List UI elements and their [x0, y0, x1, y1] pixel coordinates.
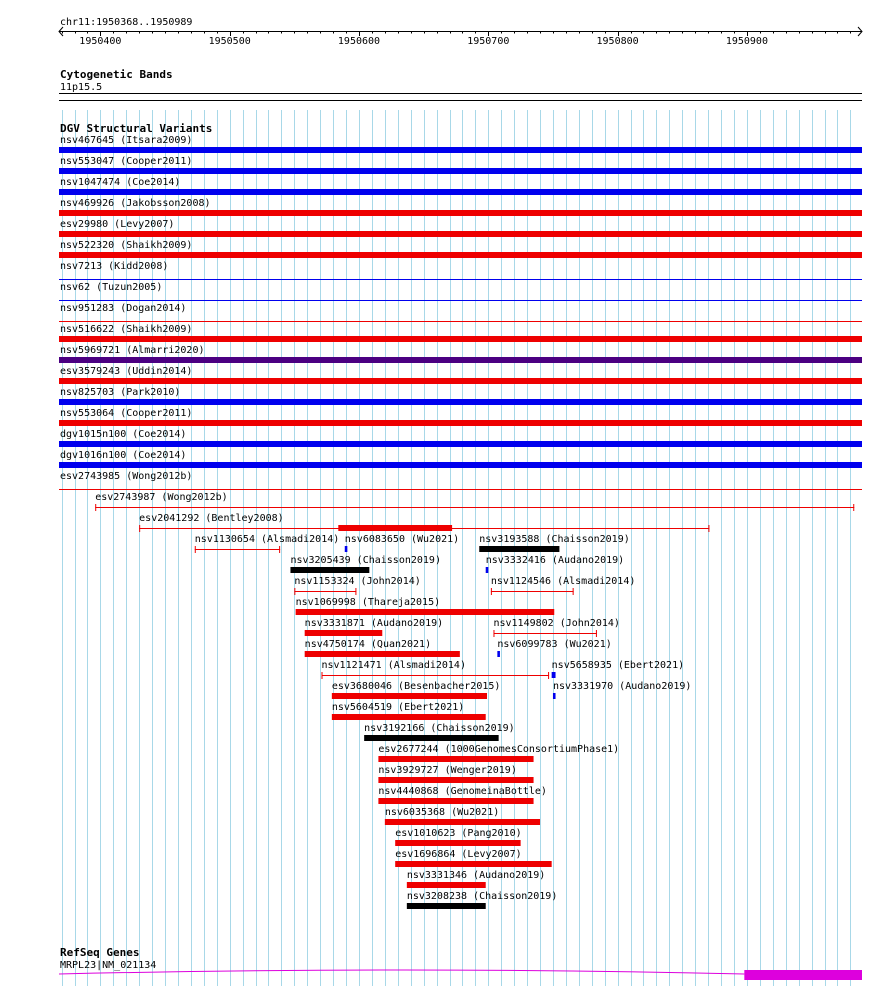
variant-label: esv2743985 (Wong2012b) [60, 471, 193, 482]
variant-bar [59, 399, 862, 405]
variant-bar [407, 882, 486, 888]
variant-label: nsv3331871 (Audano2019) [304, 618, 444, 629]
gene-model-mrpl23[interactable] [59, 970, 862, 980]
variant-label: nsv1124546 (Alsmadi2014) [490, 576, 636, 587]
variant-label: nsv516622 (Shaikh2009) [60, 324, 193, 335]
variant-label: nsv951283 (Dogan2014) [60, 303, 187, 314]
variant-label: nsv5604519 (Ebert2021) [331, 702, 465, 713]
refseq-track-title: RefSeq Genes [60, 946, 140, 959]
cytoband-track-title: Cytogenetic Bands [60, 68, 173, 81]
variant-label: esv1696864 (Levy2007) [395, 849, 522, 860]
gene-intron [59, 970, 744, 974]
variant-label: nsv3205439 (Chaisson2019) [290, 555, 441, 566]
variant-bar [552, 672, 556, 678]
variant-label: nsv553064 (Cooper2011) [60, 408, 193, 419]
variant-bar [59, 378, 862, 384]
dgv-track[interactable] [59, 122, 862, 909]
cytoband-line-bottom [59, 100, 862, 101]
variant-label: nsv3192166 (Chaisson2019) [364, 723, 515, 734]
variant-label: nsv1047474 (Coe2014) [60, 177, 181, 188]
variant-bar [407, 903, 486, 909]
variant-bar [305, 651, 460, 657]
variant-label: esv29980 (Levy2007) [60, 219, 175, 230]
variant-label: esv3680046 (Besenbacher2015) [331, 681, 501, 692]
variant-bar [395, 840, 520, 846]
variant-bar [395, 861, 551, 867]
variant-block [338, 525, 452, 531]
variant-label: esv2677244 (1000GenomesConsortiumPhase1) [378, 744, 620, 755]
dgv-track-title: DGV Structural Variants [60, 122, 213, 135]
variant-bar [385, 819, 540, 825]
variant-bar [59, 441, 862, 447]
variant-label: nsv1153324 (John2014) [294, 576, 421, 587]
dgv-full-width-variants [59, 135, 862, 490]
ruler-track[interactable] [59, 17, 862, 47]
ruler-tick-label: 1950500 [208, 36, 251, 47]
ruler-ticks [59, 27, 862, 47]
variant-line [59, 300, 862, 301]
variant-line [59, 321, 862, 322]
variant-label: esv3579243 (Uddin2014) [60, 366, 193, 377]
variant-label: esv2743987 (Wong2012b) [95, 492, 228, 503]
variant-bar [59, 231, 862, 237]
variant-bar [364, 735, 498, 741]
region-label: chr11:1950368..1950989 [60, 17, 193, 28]
variant-bar [59, 252, 862, 258]
variant-label: nsv5658935 (Ebert2021) [551, 660, 685, 671]
variant-label: nsv1149802 (John2014) [493, 618, 620, 629]
variant-label: nsv3331346 (Audano2019) [406, 870, 546, 881]
variant-bar [486, 567, 489, 573]
variant-label: nsv1130654 (Alsmadi2014) [194, 534, 340, 545]
variant-bar [59, 210, 862, 216]
refseq-track[interactable] [59, 946, 862, 980]
variant-line [59, 279, 862, 280]
variant-label: nsv4750174 (Quan2021) [304, 639, 432, 650]
variant-label: nsv3929727 (Wenger2019) [378, 765, 517, 776]
variant-bar [59, 147, 862, 153]
gene-exon [744, 970, 862, 980]
ruler-tick-label: 1950900 [725, 36, 768, 47]
variant-bar [378, 777, 533, 783]
variant-label: esv2041292 (Bentley2008) [139, 513, 284, 524]
cytoband-label: 11p15.5 [60, 82, 103, 93]
variant-bar [479, 546, 559, 552]
variant-bar [59, 336, 862, 342]
variant-label: nsv553047 (Cooper2011) [60, 156, 193, 167]
cytoband-line-top [59, 93, 862, 94]
variant-line [59, 489, 862, 490]
variant-bar [59, 462, 862, 468]
variant-label: nsv62 (Tuzun2005) [60, 282, 163, 293]
variant-bar [59, 189, 862, 195]
variant-label: esv1010623 (Pang2010) [395, 828, 522, 839]
variant-bar [59, 357, 862, 363]
dgv-partial-variants [95, 492, 854, 909]
variant-bar [59, 168, 862, 174]
variant-bar [290, 567, 369, 573]
variant-label: nsv1121471 (Alsmadi2014) [321, 660, 466, 671]
variant-label: nsv5969721 (Almarri2020) [60, 345, 205, 356]
variant-bar [553, 693, 556, 699]
variant-bar [497, 651, 500, 657]
variant-label: nsv6099783 (Wu2021) [497, 639, 612, 650]
variant-label: nsv469926 (Jakobsson2008) [60, 198, 211, 209]
variant-label: nsv3331970 (Audano2019) [552, 681, 692, 692]
variant-label: dgv1015n100 (Coe2014) [60, 429, 187, 440]
variant-label: nsv3193588 (Chaisson2019) [479, 534, 630, 545]
ruler-tick-label: 1950400 [79, 36, 122, 47]
variant-label: nsv522320 (Shaikh2009) [60, 240, 193, 251]
variant-label: nsv7213 (Kidd2008) [60, 261, 169, 272]
variant-bar [296, 609, 555, 615]
variant-bar [332, 693, 487, 699]
gene-label: MRPL23|NM_021134 [60, 960, 157, 971]
variant-label: nsv4440868 (GenomeinaBottle) [378, 786, 547, 797]
variant-bar [378, 756, 533, 762]
variant-label: nsv6035368 (Wu2021) [384, 807, 500, 818]
variant-label: nsv1069998 (Thareja2015) [295, 597, 441, 608]
ruler-tick-label: 1950700 [467, 36, 510, 47]
variant-label: nsv467645 (Itsara2009) [60, 135, 193, 146]
variant-bar [59, 420, 862, 426]
variant-bar [345, 546, 348, 552]
variant-label: nsv6083650 (Wu2021) [344, 534, 460, 545]
ruler-tick-label: 1950800 [596, 36, 639, 47]
ruler-tick-label: 1950600 [337, 36, 381, 47]
variant-label: nsv825703 (Park2010) [60, 387, 181, 398]
variant-label: dgv1016n100 (Coe2014) [60, 450, 187, 461]
cytoband-track[interactable] [59, 68, 862, 101]
variant-bar [378, 798, 533, 804]
variant-label: nsv3208238 (Chaisson2019) [406, 891, 558, 902]
variant-bar [332, 714, 486, 720]
variant-bar [305, 630, 383, 636]
variant-label: nsv3332416 (Audano2019) [485, 555, 625, 566]
